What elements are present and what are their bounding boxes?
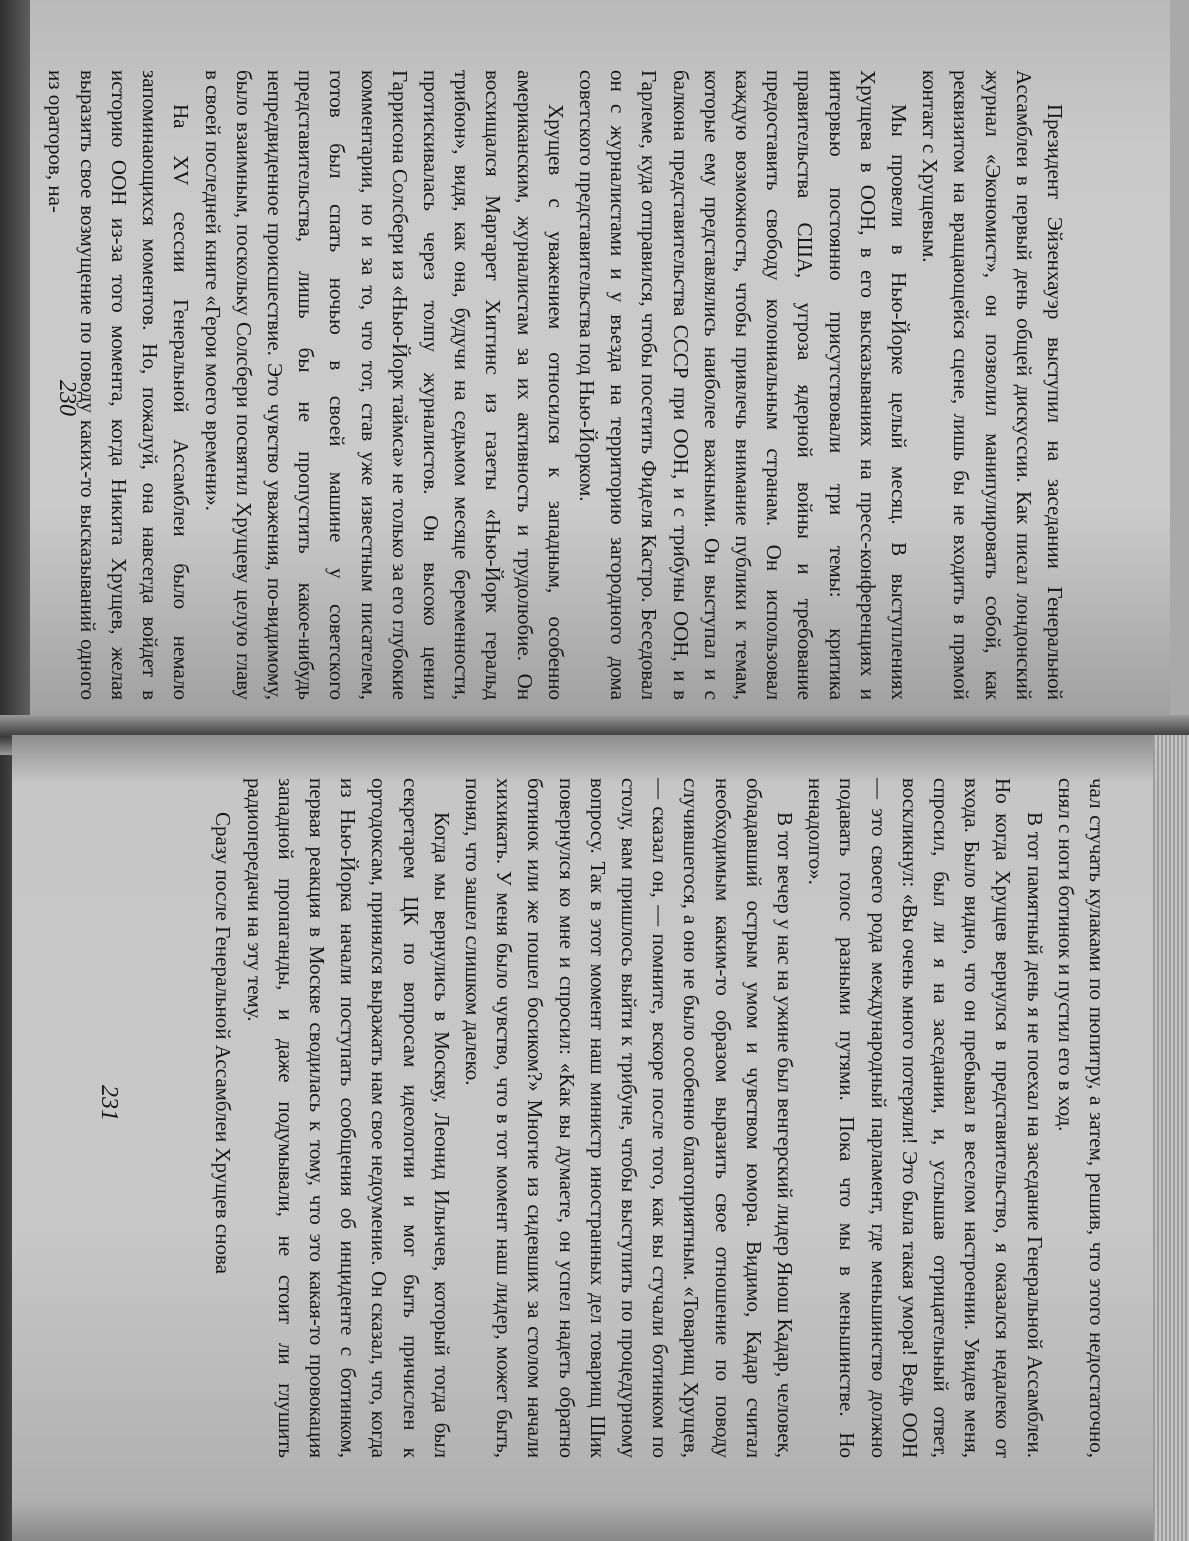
page-number: 231 [96, 1085, 122, 1121]
paragraph: Мы провели в Нью-Йорке целый месяц. В выступлениях Хрущева в ООН, в его высказываниях на пресс-конференциях и интервью постоянно присутствовали три темы: критика правительства США, угроза ядерной войны и требование предоставить свободу колониальным странам. Он использовал каждую возможность, чтобы привлечь внимание публики к темам, которые ему представлялись наиболее важными. Он выступал и с балкона представительства СССР при ООН, и с трибуны ООН, и в Гарлеме, куда отправился, чтобы посетить Фиделя Кастро. Беседовал он с журналистами и у въезда на территорию загородного дома советского представительства под Нью-Йорком. [574, 70, 911, 700]
page-number: 230 [54, 380, 80, 416]
paragraph: Президент Эйзенхауэр выступил на заседании Генеральной Ассамблеи в первый день общей дискуссии. Как писал лондонский журнал «Экономист», он позволил манипулировать собой, как реквизитом на вращающейся сцене, лишь бы не входить в прямой контакт с Хрущевым. [918, 70, 1067, 700]
paragraph: чал стучать кулаками по пюпитру, а затем, решив, что этого недостаточно, снял с ноги ботинок и пустил его в ход. [1053, 778, 1109, 1458]
page-230-text [40, 70, 1070, 700]
page-231-text [207, 778, 1112, 1458]
paragraph: В тот памятный день я не поехал на заседание Генеральной Ассамблеи. Но когда Хрущев вернулся в представительство, я оказался недалеко от входа. Было видно, что он пребывал в веселом настроении. Увидев меня, спросил, был ли я на заседании, и, услышав отрицательный ответ, воскликнул: «Вы очень много потеряли! Это была такая умора! Ведь ООН — это своего рода международный парламент, где меньшинство должно подавать голос разными путями. Пока что мы в меньшинстве. Но ненадолго». [804, 778, 1047, 1458]
paragraph: На XV сессии Генеральной Ассамблеи было немало запоминающихся моментов. Но, пожалуй, она навсегда войдет в историю ООН из-за того момента, когда Никита Хрущев, желая выразить свое возмущение по поводу каких-то высказываний одного из ораторов, на- [44, 70, 194, 700]
page-edges [1153, 735, 1189, 1541]
paragraph: В тот вечер у нас на ужине был венгерский лидер Янош Кадар, человек, обладавший острым умом и чувством юмора. Видимо, Кадар считал необходимым каким-то образом выразить свое отношение по поводу случившегося, а оно не было особенно благоприятным. «Товарищ Хрущев, — сказал он, — помните, вскоре после того, как вы стучали ботинком по столу, вам пришлось выйти к трибуне, чтобы выступить по процедурному вопросу. Так в этот момент наш министр иностранных дел товарищ Шик повернулся ко мне и спросил: «Как вы думаете, он успел надеть обратно ботинок или же пошел босиком?» Многие из сидевших за столом начали хихикать. У меня было чувство, что в тот момент наш лидер, может быть, понял, что зашел слишком далеко. [460, 778, 797, 1458]
paragraph: Сразу после Генеральной Ассамблеи Хрущев снова [211, 812, 236, 1274]
paragraph: Когда мы вернулись в Москву, Леонид Ильичев, который тогда был секретарем ЦК по вопросам идеологии и мог быть причислен к ортодоксам, принялся выражать нам свое недоумение. Он сказал, что, когда из Нью-Йорка начали поступать сообщения об инциденте с ботинком, первая реакция в Москве сводилась к тому, что это какая-то провокация западной пропаганды, и даже подумывали, не стоит ли глушить радиопередачи на эту тему. [242, 778, 454, 1458]
paragraph: Хрущев с уважением относился к западным, особенно американским, журналистам за их активность и трудолюбие. Он восхищался Маргарет Хиггинс из газеты «Нью-Йорк геральд трибюн», видя, как она, будучи на седьмом месяце беременности, протискивалась через толпу журналистов. Он высоко ценил Гаррисона Солсбери из «Нью-Йорк таймса» не только за его глубокие комментарии, но и за то, что тот, став уже известным писателем, готов был спать ночью в своей машине у советского представительства, лишь бы не пропустить какое-нибудь непредвиденное происшествие. Это чувство уважения, по-видимому, было взаимным, поскольку Солсбери посвятил Хрущеву целую главу в своей последней книге «Герои моего времени». [200, 70, 568, 700]
